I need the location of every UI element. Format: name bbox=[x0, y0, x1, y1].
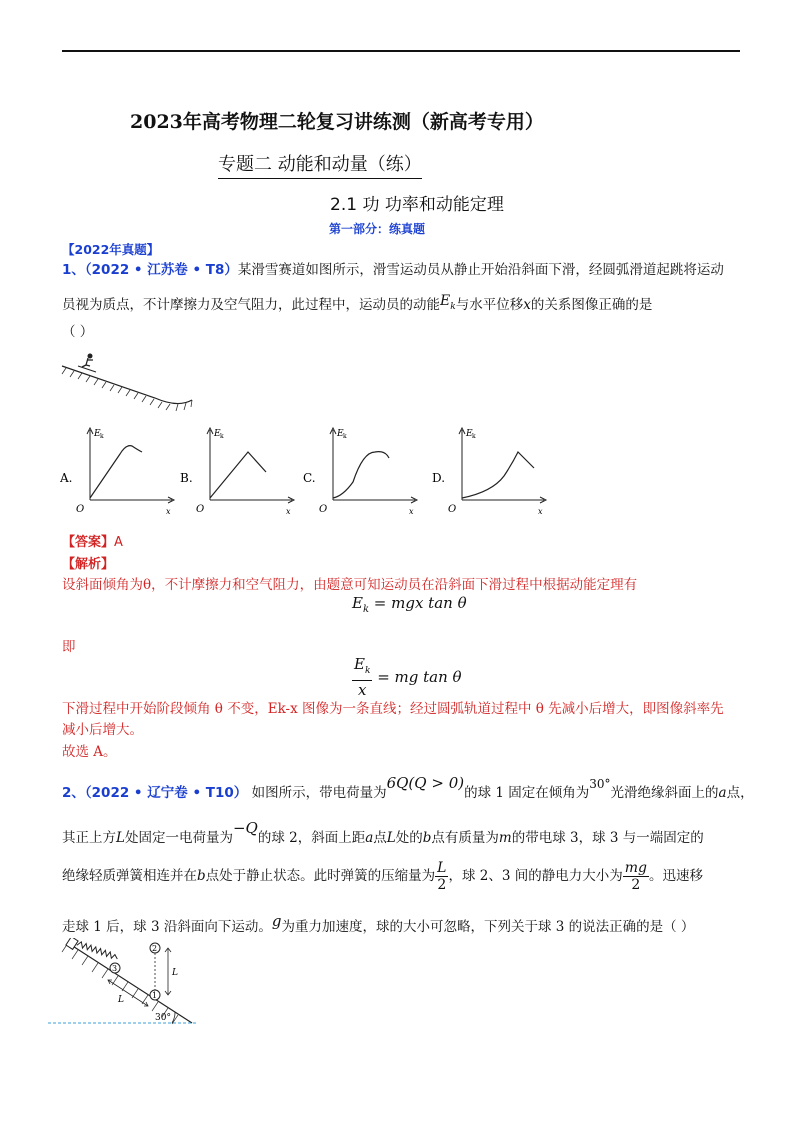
q2-t4a: 走球 1 后，球 3 沿斜面向下运动。 bbox=[62, 919, 272, 935]
equation-2 bbox=[352, 655, 462, 699]
eq2-denominator: x bbox=[357, 681, 367, 699]
slope-label: L bbox=[118, 995, 124, 1005]
answer-value: A bbox=[114, 535, 123, 550]
q2-line2 bbox=[62, 819, 704, 847]
eq2-fraction bbox=[352, 655, 372, 699]
section-heading: 2.1 功 功率和动能定理 bbox=[330, 195, 504, 215]
slope-hatch bbox=[62, 368, 192, 411]
option-letter: A. bbox=[60, 471, 73, 485]
y-axis-label-sub: k bbox=[100, 433, 104, 440]
origin-label: O bbox=[448, 504, 457, 515]
q2-t2g: 的带电球 3，球 3 与一端固定的 bbox=[511, 830, 704, 846]
y-axis-label-sub: k bbox=[220, 433, 224, 440]
option-graph-d bbox=[432, 422, 550, 522]
eq1-lhs: E bbox=[352, 594, 363, 612]
y-axis-label: E bbox=[214, 429, 221, 439]
y-axis-label: E bbox=[466, 429, 473, 439]
q2-fraction-L2 bbox=[435, 860, 448, 893]
q1-number: 1、 bbox=[62, 262, 85, 278]
eq2-rhs: = mg tan θ bbox=[372, 668, 462, 686]
ball-1-label: 1 bbox=[152, 991, 158, 1000]
year-tag: 【2022年真题】 bbox=[62, 242, 160, 257]
ek-curve bbox=[90, 446, 142, 498]
eq2-num: E bbox=[354, 655, 365, 673]
q2-t2a: 其正上方 bbox=[62, 830, 116, 846]
q1-ek-e: E bbox=[440, 293, 451, 309]
q1-text2c: 的关系图像正确的是 bbox=[530, 297, 653, 313]
skier-icon bbox=[78, 354, 96, 373]
x-axis-label: x bbox=[409, 507, 414, 516]
header-rule bbox=[62, 50, 740, 52]
equation-1 bbox=[352, 594, 467, 615]
option-svg bbox=[60, 422, 178, 518]
eq1-sub: k bbox=[362, 604, 370, 615]
q2-fraction-mg2 bbox=[623, 860, 649, 893]
eq2-numerator bbox=[352, 655, 372, 681]
q2-number: 2、 bbox=[62, 785, 85, 801]
option-svg bbox=[303, 422, 421, 518]
slope-line bbox=[62, 366, 192, 404]
part-heading: 第一部分：练真题 bbox=[329, 222, 426, 236]
q2-g: g bbox=[271, 912, 282, 930]
q1-ek bbox=[440, 293, 456, 312]
q2-b: b bbox=[422, 830, 432, 846]
q2-angle: 30° bbox=[589, 777, 611, 791]
q1-answer-line bbox=[62, 531, 123, 550]
option-graph-c bbox=[303, 422, 421, 522]
ji-text: 即 bbox=[62, 639, 76, 655]
q2-a2: a bbox=[365, 830, 374, 846]
ek-curve bbox=[210, 452, 266, 498]
ek-curve bbox=[462, 452, 534, 498]
q2-t2f: 点有质量为 bbox=[431, 830, 499, 846]
frac1-num: L bbox=[437, 860, 447, 876]
x-axis-label: x bbox=[286, 507, 291, 516]
analysis-label bbox=[62, 553, 114, 572]
ski-slope-figure bbox=[60, 352, 200, 418]
q2-t2c: 的球 2，斜面上距 bbox=[257, 830, 366, 846]
option-svg bbox=[180, 422, 298, 518]
q2-t3c: ，球 2、3 间的静电力大小为 bbox=[448, 868, 623, 884]
q1-source: （2022 • 江苏卷 • T8） bbox=[84, 262, 238, 278]
q2-line4 bbox=[62, 912, 694, 936]
angle-label: 30° bbox=[155, 1013, 171, 1023]
q2-t1d: 点， bbox=[726, 785, 754, 801]
y-axis-label-sub: k bbox=[472, 433, 476, 440]
q2-m: m bbox=[498, 830, 512, 846]
y-axis-label: E bbox=[94, 429, 101, 439]
q2-negQ: −Q bbox=[232, 819, 258, 837]
q2-t1a: 如图所示，带电荷量为 bbox=[251, 785, 387, 801]
analysis-text3: 减小后增大。 bbox=[62, 722, 143, 738]
y-axis-label: E bbox=[337, 429, 344, 439]
eq1-rhs: = mgx tan θ bbox=[369, 594, 467, 612]
incline-surface bbox=[68, 943, 192, 1023]
origin-label: O bbox=[76, 504, 85, 515]
q1-line2 bbox=[62, 292, 652, 316]
q2-t2e: 处的 bbox=[395, 830, 423, 846]
ball-3-label: 3 bbox=[112, 964, 118, 973]
q2-t1c: 光滑绝缘斜面上的 bbox=[610, 785, 719, 801]
q2-b2: b bbox=[197, 868, 206, 884]
answer-label: 【答案】 bbox=[62, 535, 115, 550]
x-axis-label: x bbox=[538, 507, 543, 516]
q1-x: x bbox=[523, 297, 531, 313]
incline-hatch bbox=[62, 943, 178, 1024]
q2-a: a bbox=[718, 785, 727, 801]
slope-dimension bbox=[108, 980, 148, 1006]
q1-text2b: 与水平位移 bbox=[455, 297, 524, 313]
q2-t3b: 点处于静止状态。此时弹簧的压缩量为 bbox=[205, 868, 436, 884]
origin-label: O bbox=[196, 504, 205, 515]
option-letter: B. bbox=[180, 471, 193, 485]
document-subtitle: 专题二 动能和动量（练） bbox=[218, 150, 422, 179]
q1-line1 bbox=[62, 261, 724, 279]
q2-line1 bbox=[62, 774, 754, 802]
analysis-text1: 设斜面倾角为θ，不计摩擦力和空气阻力，由题意可知运动员在沿斜面下滑过程中根据动能定理有 bbox=[62, 577, 638, 593]
q2-t2d: 点 bbox=[373, 830, 387, 846]
frac2-den: 2 bbox=[631, 877, 641, 893]
analysis-text2: 下滑过程中开始阶段倾角 θ 不变，Ek-x 图像为一条直线；经过圆弧轨道过程中 θ 先减小后增大，即图像斜率先 bbox=[62, 701, 724, 717]
q2-L2: L bbox=[386, 830, 396, 846]
x-axis-label: x bbox=[166, 507, 171, 516]
analysis-label-text: 【解析】 bbox=[62, 557, 115, 572]
ball-2-label: 2 bbox=[152, 944, 158, 953]
q2-source: （2022 • 辽宁卷 • T10） bbox=[84, 785, 248, 801]
option-graph-b bbox=[180, 422, 298, 522]
q2-t4b: 为重力加速度，球的大小可忽略，下列关于球 3 的说法正确的是（ ） bbox=[281, 919, 695, 935]
q2-t1b: 的球 1 固定在倾角为 bbox=[464, 785, 590, 801]
document-title: 2023年高考物理二轮复习讲练测（新高考专用） bbox=[130, 111, 544, 133]
option-svg bbox=[432, 422, 550, 518]
q1-ek-sub: k bbox=[450, 301, 456, 312]
q1-text1: 某滑雪赛道如图所示，滑雪运动员从静止开始沿斜面下滑，经圆弧滑道起跳将运动 bbox=[237, 262, 724, 278]
eq2-num-sub: k bbox=[364, 666, 371, 676]
option-graph-a bbox=[60, 422, 178, 522]
ek-curve bbox=[333, 452, 389, 498]
option-letter: D. bbox=[432, 471, 446, 485]
incline-figure bbox=[44, 938, 204, 1034]
q2-L: L bbox=[116, 830, 125, 846]
q2-t3a: 绝缘轻质弹簧相连并在 bbox=[62, 868, 197, 884]
frac1-den: 2 bbox=[437, 877, 447, 893]
q2-t2b: 处固定一电荷量为 bbox=[124, 830, 233, 846]
q1-text2a: 员视为质点，不计摩擦力及空气阻力，此过程中，运动员的动能 bbox=[62, 297, 440, 313]
q2-charge: 6Q(Q > 0) bbox=[386, 774, 465, 792]
option-letter: C. bbox=[303, 471, 316, 485]
origin-label: O bbox=[319, 504, 328, 515]
y-axis-label-sub: k bbox=[343, 433, 347, 440]
spring-coil bbox=[76, 941, 119, 959]
q2-line3 bbox=[62, 858, 703, 894]
q1-paren: （ ） bbox=[62, 324, 94, 340]
q2-t3d: 。迅速移 bbox=[648, 868, 703, 884]
conclusion-text: 故选 A。 bbox=[62, 744, 117, 760]
height-label: L bbox=[172, 968, 178, 978]
frac2-num: mg bbox=[624, 860, 647, 876]
